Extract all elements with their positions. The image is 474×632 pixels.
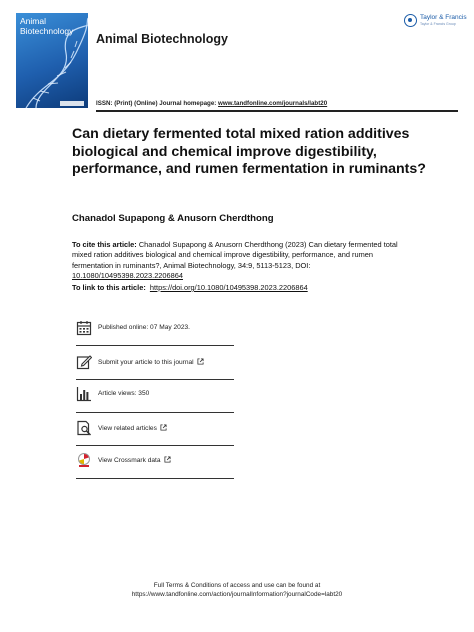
article-title: Can dietary fermented total mixed ration additives biological and chemical improve digestibility, performance, and rumen fermentation in ruminants? [72, 126, 426, 177]
related-articles-link[interactable] [76, 420, 234, 436]
link-label: To link to this article: [72, 283, 146, 292]
header-divider [96, 110, 458, 112]
cite-label: To cite this article: [72, 240, 137, 249]
taylor-francis-logo-icon [404, 14, 417, 27]
divider [76, 412, 234, 413]
journal-homepage-link[interactable]: www.tandfonline.com/journals/labt20 [218, 100, 328, 107]
divider [76, 379, 234, 380]
cite-text: Chanadol Supapong & Anusorn Cherdthong (2023) Can dietary fermented total mixed ration additives biological and chemical improve digestibility, performance, and rumen fermentation in ruminants?, Animal Biotechnology, 34:9, 5113-5123, DOI: [72, 240, 398, 270]
edit-icon [76, 354, 92, 370]
journal-name[interactable]: Animal Biotechnology [96, 32, 228, 46]
citation-block [72, 240, 412, 282]
article-views-item [76, 386, 234, 402]
external-link-icon [160, 424, 167, 431]
divider [76, 478, 234, 479]
crossmark-link[interactable] [76, 452, 234, 468]
divider [76, 445, 234, 446]
submit-article-text: Submit your article to this journal [98, 359, 194, 366]
external-link-icon [197, 358, 204, 365]
submit-article-link[interactable] [76, 354, 234, 370]
issn-line [96, 100, 327, 107]
doi-link[interactable]: https://doi.org/10.1080/10495398.2023.2206864 [149, 283, 308, 292]
cover-title-line1: Animal [20, 16, 46, 26]
crossmark-text: View Crossmark data [98, 457, 161, 464]
article-views-text: Article views: 350 [98, 390, 150, 397]
article-link-line [72, 283, 308, 292]
crossmark-icon [76, 452, 92, 468]
document-search-icon [76, 420, 92, 436]
published-online-text: Published online: 07 May 2023. [98, 324, 191, 331]
article-authors: Chanadol Supapong & Anusorn Cherdthong [72, 213, 274, 224]
footer-terms-link[interactable]: https://www.tandfonline.com/action/journalInformation?journalCode=labt20 [131, 591, 343, 598]
publisher-name: Taylor & Francis [420, 14, 467, 21]
crossmark-label [98, 456, 171, 464]
footer [0, 581, 474, 599]
footer-terms-text: Full Terms & Conditions of access and use can be found at [153, 582, 321, 589]
issn-label: ISSN: (Print) (Online) Journal homepage: [96, 100, 219, 107]
related-articles-text: View related articles [98, 425, 157, 432]
publisher-logo[interactable] [404, 13, 467, 31]
publisher-subtitle: Taylor & Francis Group [420, 22, 456, 26]
published-online-item [76, 320, 234, 336]
cover-title [20, 17, 73, 36]
submit-article-label [98, 358, 204, 366]
cover-title-line2: Biotechnology [20, 25, 74, 36]
cite-doi-link[interactable]: 10.1080/10495398.2023.2206864 [72, 271, 183, 281]
external-link-icon [164, 456, 171, 463]
calendar-icon [76, 320, 92, 336]
divider [76, 345, 234, 346]
bar-chart-icon [76, 386, 92, 402]
journal-cover-image [16, 13, 88, 108]
related-articles-label [98, 424, 167, 432]
